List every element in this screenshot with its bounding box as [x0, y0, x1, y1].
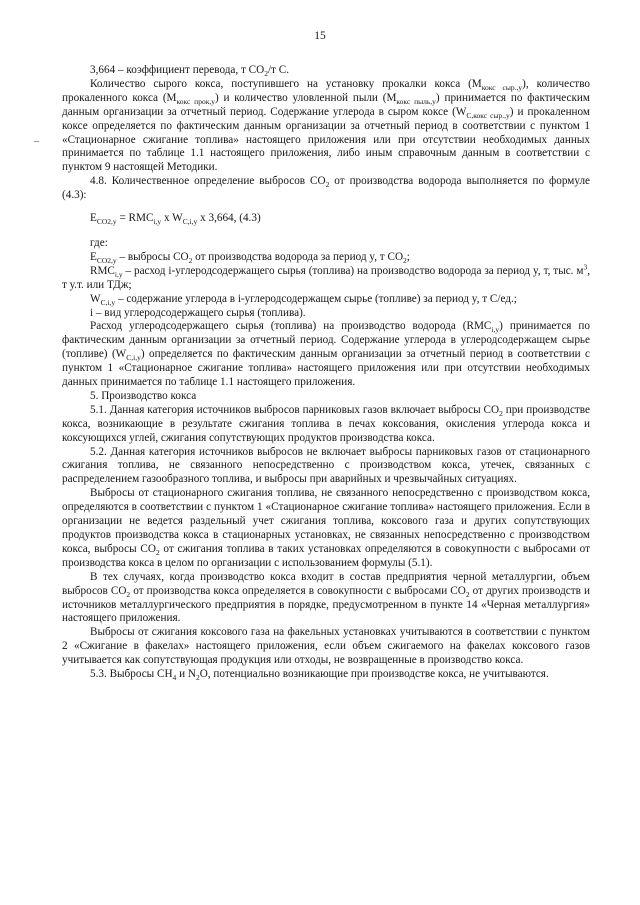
margin-mark: _	[34, 132, 39, 143]
paragraph-5-1: 5.1. Данная категория источников выбросов парниковых газов включает выбросы $CO_2$ при производстве кокса, возникающие в результате сжигания топлива в печах коксования, окисления углерода кокса и коксующихся углей, сжигания сопутствующих продуктов производства кокса.	[62, 403, 590, 444]
paragraph-coke-quantity: Количество сырого кокса, поступившего на установку прокалки кокса $(M_{кокс сыр.,y})$, количество прокаленного кокса $(M_{кокс прок,y})$ и количество уловленной пыли $(M_{кокс пыль,y})$ принимается по фактическим данным организации за отчетный период. Содержание углерода в сыром коксе $(W_{C,кокс сыр.,y})$ и прокаленном коксе определяется по фактическим данным организации за отчетный период в соответствии с пунктом 1 «Стационарное сжигание топлива» настоящего приложения или при отсутствии необходимых данных принимается по таблице 1.1 настоящего приложения, либо иным справочным данным в соответствии с пунктом 9 настоящей Методики.	[62, 77, 591, 174]
paragraph-coefficient: 3,664 – коэффициент перевода, т $CO_2/т$ C.	[90, 64, 290, 79]
paragraph-ferrous-metallurgy: В тех случаях, когда производство кокса входит в состав предприятия черной металлургии, объем выбросов $CO_2$ от производства кокса определяется в совокупности с выбросами $CO_2$ от других производств и источников металлургического предприятия в порядке, предусмотренном в пункте 14 «Черная металлургия» настоящего приложения.	[62, 570, 590, 625]
section-heading-coke: 5. Производство кокса	[90, 389, 197, 402]
definition-i: i – вид углеродсодержащего сырья (топлива).	[90, 306, 306, 319]
where-label: где:	[90, 236, 108, 249]
definition-e-co2: $E_{CO2,y}$ – выбросы $CO_2$ от производства водорода за период y, т $CO_2$;	[90, 250, 410, 266]
paragraph-4-8: 4.8. Количественное определение выбросов $CO_2$ от производства водорода выполняется по формуле (4.3):	[62, 175, 590, 202]
page-number: 15	[314, 30, 326, 42]
definition-w: $W_{C,i,y}$ – содержание углерода в i-углеродсодержащем сырье (топливе) за период y, т C/ед.;	[90, 292, 517, 307]
paragraph-stationary-combustion: Выбросы от стационарного сжигания топлива, не связанного непосредственно с производством кокса, определяются в соответствии с пунктом 1 «Стационарное сжигание топлива» настоящего приложения. Если в организации не ведется раздельный учет сжигания топлива, коксового газа и других сопутствующих продуктов производства кокса в стационарных установках, не связанных непосредственно с производством кокса, выбросы $CO_2$ от сжигания топлива в таких установках определяются в совокупности с выбросами от производства кокса в целом по организации с использованием формулы (5.1).	[62, 487, 590, 569]
formula-4-3: $E_{CO2,y} = RMC_{i,y}$ x $W_{C,i,y}$ x 3,664, (4.3)	[90, 212, 261, 227]
paragraph-5-3: 5.3. Выбросы $CH_4$ и $N_2O$, потенциально возникающие при производстве кокса, не учитываются.	[90, 668, 549, 683]
definition-rmc: $RMC_{i,y}$ – расход i-углеродсодержащего сырья (топлива) на производство водорода за период y, т, тыс. $м^3$, т у.т. или ТДж;	[62, 262, 590, 291]
paragraph-rmc-consumption: Расход углеродсодержащего сырья (топлива) на производство водорода $(RMC_{i,y})$ принимается по фактическим данным организации за отчетный период. Содержание углерода в углеродсодержащем сырье (топливе) $(W_{C,i,y})$ определяется по фактическим данным организации за отчетный период в соответствии с пунктом 1 «Стационарное сжигание топлива» настоящего приложения или при отсутствии необходимых данных принимается по таблице 1.1 настоящего приложения.	[62, 320, 591, 389]
paragraph-flares: Выбросы от сжигания коксового газа на факельных установках учитываются в соответствии с пунктом 2 «Сжигание в факелах» настоящего приложения, если объем сжигаемого на факелах коксового газов учитывается как сопутствующая продукция или отходы, не возвращенные в производство кокса.	[62, 626, 590, 667]
document-body	[62, 64, 590, 682]
paragraph-5-2: 5.2. Данная категория источников выбросов не включает выбросы парниковых газов от стационарного сжигания топлива, не связанного непосредственно с производством кокса, утечек, связанных с распределением газообразного топлива, и выбросы при аварийных и чрезвычайных ситуациях.	[62, 445, 590, 486]
